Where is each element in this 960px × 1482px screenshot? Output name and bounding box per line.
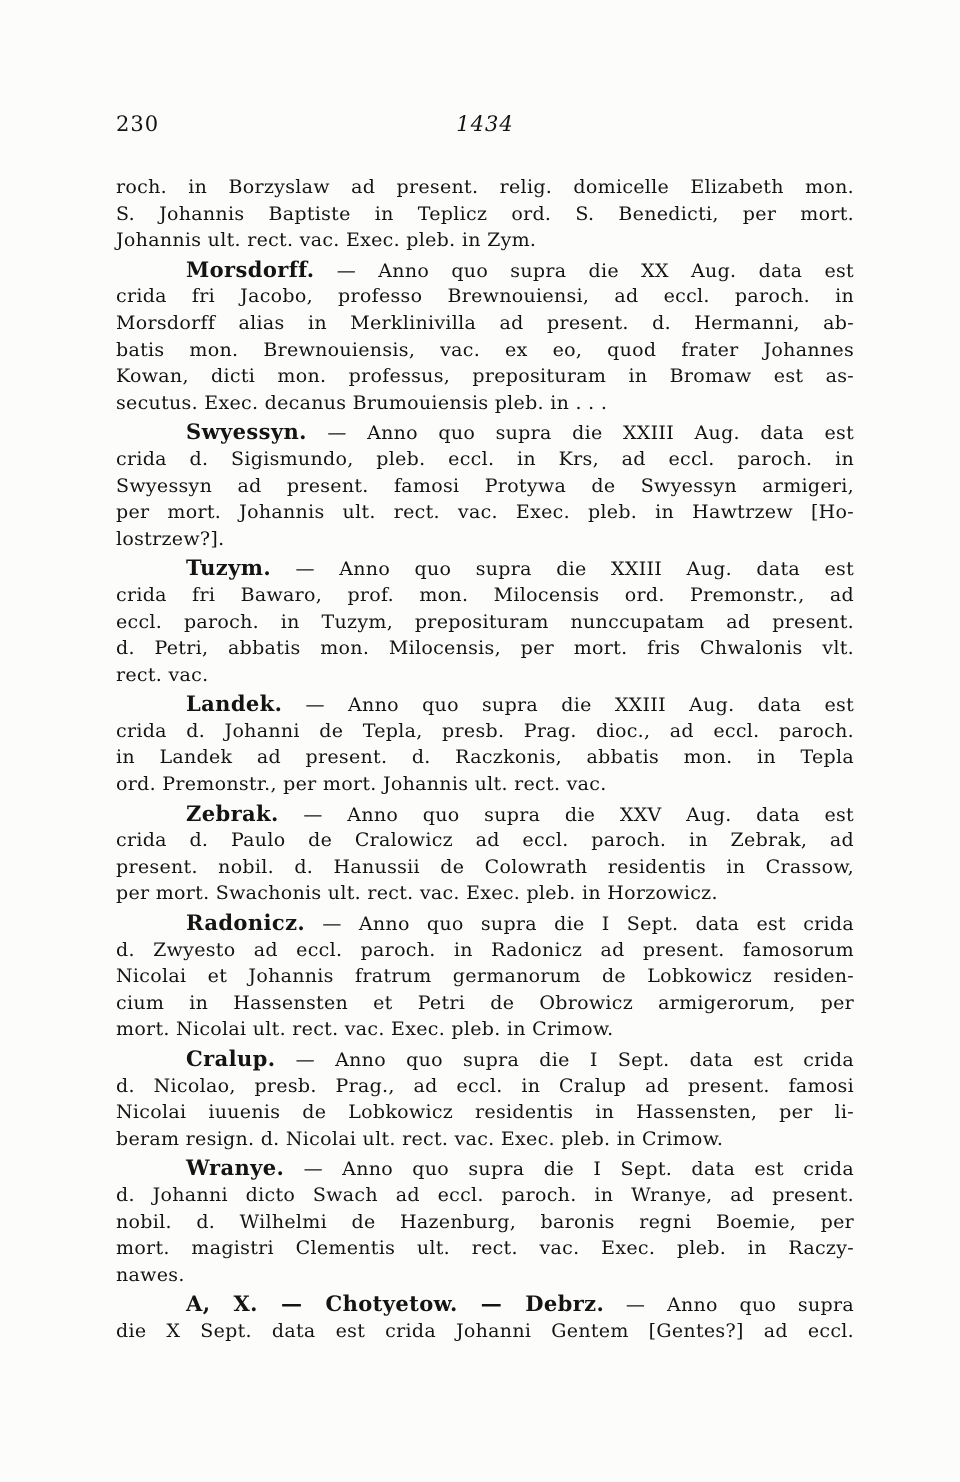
text-line: S. Johannis Baptiste in Teplicz ord. S. Benedicti, per mort. [116, 202, 854, 225]
continuation-paragraph [116, 174, 854, 254]
entry-cralup [116, 1046, 854, 1152]
text-line [116, 174, 854, 201]
text-line: batis mon. Brewnouiensis, vac. ex eo, quod frater Johannes [116, 338, 854, 361]
entry-wranye [116, 1155, 854, 1288]
text-line: Johannis ult. rect. vac. Exec. pleb. in Zym. [116, 229, 537, 252]
text-line [116, 910, 854, 937]
text-line [116, 1291, 854, 1318]
text-line: nobil. d. Wilhelmi de Hazenburg, baronis regni Boemie, per [116, 1210, 854, 1233]
text-line: die X Sept. data est crida Johanni Gentem [Gentes?] ad eccl. [116, 1319, 854, 1342]
text-line: Nicolai iuuenis de Lobkowicz residentis in Hassensten, per li- [116, 1101, 854, 1124]
entry-heading: Swyessyn. [186, 419, 307, 445]
text-line: Kowan, dicti mon. professus, preposituram in Bromaw est as- [116, 365, 854, 388]
entry-heading: Radonicz. [186, 910, 306, 936]
entry-heading: Tuzym. [186, 555, 272, 581]
text-line: present. nobil. d. Hanussii de Colowrath residentis in Crassow, [116, 855, 854, 878]
text-block [116, 174, 854, 1345]
entry-heading: Landek. [186, 691, 283, 717]
text-line: per mort. Johannis ult. rect. vac. Exec. pleb. in Hawtrzew [Ho- [116, 501, 854, 524]
entry-heading: Cralup. [186, 1046, 276, 1071]
text-line [116, 555, 854, 582]
text-line: d. Petri, abbatis mon. Milocensis, per mort. fris Chwalonis vlt. [116, 637, 854, 660]
text-line: Morsdorff alias in Merklinivilla ad present. d. Hermanni, ab- [116, 311, 854, 334]
line-text: — Anno quo supra die XXIII Aug. data est [271, 558, 854, 581]
year-heading: 1434 [456, 112, 514, 136]
text-line: Swyessyn ad present. famosi Protywa de Swyessyn armigeri, [116, 474, 854, 497]
text-line: Nicolai et Johannis fratrum germanorum de Lobkowicz residen- [116, 965, 854, 988]
entry-heading: Wranye. [186, 1155, 285, 1181]
text-line: ord. Premonstr., per mort. Johannis ult. rect. vac. [116, 773, 607, 796]
text-line: in Landek ad present. d. Raczkonis, abbatis mon. in Tepla [116, 746, 854, 769]
text-line: mort. Nicolai ult. rect. vac. Exec. pleb. in Crimow. [116, 1018, 614, 1041]
entry-heading: A, X. — Chotyetow. — Debrz. [186, 1291, 605, 1317]
entry-landek [116, 691, 854, 797]
text-line: per mort. Swachonis ult. rect. vac. Exec. pleb. in Horzowicz. [116, 882, 718, 905]
text-line [116, 419, 854, 446]
text-line [116, 257, 854, 284]
text-line: beram resign. d. Nicolai ult. rect. vac. Exec. pleb. in Crimow. [116, 1127, 724, 1150]
text-line: crida d. Johanni de Tepla, presb. Prag. dioc., ad eccl. paroch. [116, 719, 854, 742]
line-text: — Anno quo supra die XX Aug. data est [314, 259, 854, 282]
entry-a-x-chotyetow-debrz [116, 1291, 854, 1344]
text-line: crida d. Paulo de Cralowicz ad eccl. paroch. in Zebrak, ad [116, 829, 854, 852]
entry-heading: Zebrak. [186, 800, 279, 826]
text-line: d. Johanni dicto Swach ad eccl. paroch. in Wranye, ad present. [116, 1183, 854, 1206]
text-line: mort. magistri Clementis ult. rect. vac. Exec. pleb. in Raczy- [116, 1237, 854, 1260]
text-line: d. Nicolao, presb. Prag., ad eccl. in Cralup ad present. famosi [116, 1074, 854, 1097]
text-line: crida d. Sigismundo, pleb. eccl. in Krs, ad eccl. paroch. in [116, 447, 854, 470]
entry-heading: Morsdorff. [186, 256, 315, 282]
line-text: — Anno quo supra die XXIII Aug. data est [306, 422, 854, 445]
text-line [116, 801, 854, 828]
entry-morsdorff [116, 257, 854, 417]
entry-swyessyn [116, 419, 854, 552]
text-line [116, 691, 854, 718]
text-line: crida fri Bawaro, prof. mon. Milocensis ord. Premonstr., ad [116, 583, 854, 606]
page-number: 230 [116, 112, 160, 136]
line-text: roch. in Borzyslaw ad present. relig. domicelle Elizabeth mon. [116, 176, 854, 198]
text-line [116, 1155, 854, 1182]
text-line: nawes. [116, 1263, 185, 1286]
text-line [116, 1046, 854, 1073]
entry-zebrak [116, 801, 854, 907]
text-line: crida fri Jacobo, professo Brewnouiensi, ad eccl. paroch. in [116, 285, 854, 308]
entry-radonicz [116, 910, 854, 1043]
text-line: eccl. paroch. in Tuzym, preposituram nunccupatam ad present. [116, 610, 854, 633]
line-text: — Anno quo supra die XXV Aug. data est [278, 803, 854, 826]
line-text: — Anno quo supra die I Sept. data est crida [284, 1158, 854, 1181]
line-text: — Anno quo supra die I Sept. data est crida [305, 913, 854, 936]
line-text: — Anno quo supra die I Sept. data est crida [275, 1049, 854, 1071]
line-text: — Anno quo supra die XXIII Aug. data est [282, 694, 854, 717]
text-line: secutus. Exec. decanus Brumouiensis pleb. in . . . [116, 391, 608, 414]
line-text: — Anno quo supra [604, 1294, 854, 1317]
text-line: rect. vac. [116, 663, 209, 686]
entry-tuzym [116, 555, 854, 688]
text-line: d. Zwyesto ad eccl. paroch. in Radonicz ad present. famosorum [116, 938, 854, 961]
page-header [116, 112, 854, 140]
text-line: cium in Hassensten et Petri de Obrowicz armigerorum, per [116, 991, 854, 1014]
text-line: lostrzew?]. [116, 527, 225, 550]
